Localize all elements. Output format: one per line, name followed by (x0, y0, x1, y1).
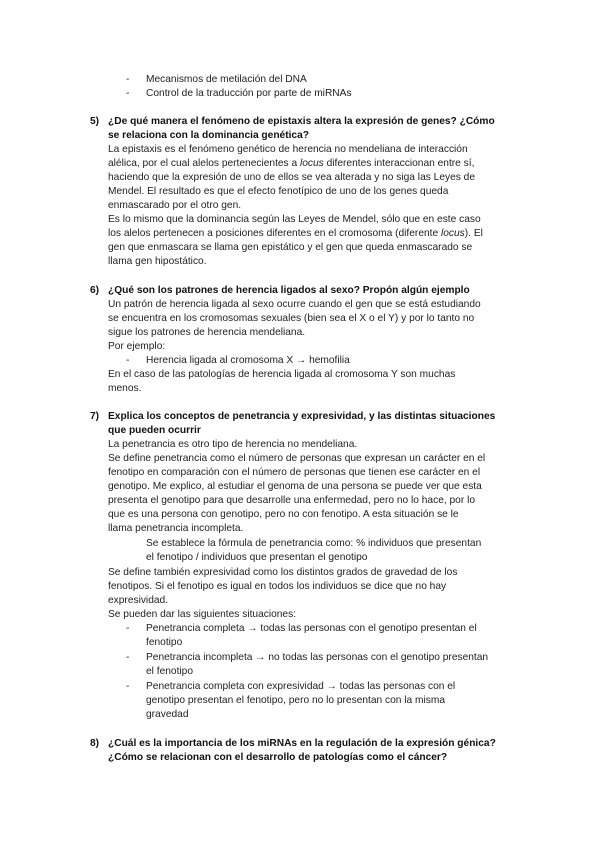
q5-p2-line4: llama gen hipostático. (108, 256, 207, 267)
q7-line4: genotipo. Me explico, al estudiar el genoma de una persona se puede ver que esta (108, 481, 482, 492)
intro-bullet-1: Mecanismos de metilación del DNA (146, 74, 307, 85)
q7-line6: que es una persona con genotipo, pero no con fenotipo. A esta situación se le (108, 509, 459, 520)
q7-bullet2-line2: el fenotipo (146, 666, 194, 677)
q5-p2-line2: los alelos pertenecen a posiciones diferentes en el cromosoma (diferente locus). El (108, 228, 483, 239)
q7-bullet1-line2: fenotipo (146, 637, 183, 648)
q7-bullet3-line3: gravedad (146, 709, 189, 720)
bullet-dash: - (126, 652, 130, 663)
q6-line4: Por ejemplo: (108, 341, 166, 352)
q6-after-line1: En el caso de las patologías de herencia ligada al cromosoma Y son muchas (108, 369, 456, 380)
bullet-dash: - (126, 355, 130, 366)
q5-p1-line2: alélica, por el cual alelos pertenecientes a locus diferentes interaccionan entre sí, (108, 158, 475, 169)
q7-line1: La penetrancia es otro tipo de herencia no mendeliana. (108, 439, 358, 450)
q7-line5: presenta el genotipo para que desarrolle una enfermedad, pero no lo hace, por lo (108, 495, 476, 506)
q6-bullet: Herencia ligada al cromosoma X → hemofilia (146, 355, 350, 366)
q8-title-line1: ¿Cuál es la importancia de los miRNAs en la regulación de la expresión génica? (108, 738, 496, 749)
bullet-dash: - (126, 74, 130, 85)
q5-p2-line3: gen que enmascara se llama gen epistático y el gen que queda enmascarado se (108, 242, 473, 253)
q6-after-line2: menos. (108, 383, 142, 394)
q7-bullet2-line1: Penetrancia incompleta → no todas las personas con el genotipo presentan (146, 652, 489, 663)
q7-line8: Se define también expresividad como los distintos grados de gravedad de los (108, 567, 458, 578)
q5-p1-line4: Mendel. El resultado es que el efecto fenotípico de uno de los genes queda (108, 186, 449, 197)
bullet-dash: - (126, 623, 130, 634)
q7-bullet1-line1: Penetrancia completa → todas las personas con el genotipo presentan el (146, 623, 477, 634)
q6-number: 6) (90, 285, 100, 296)
q5-title-line1: ¿De qué manera el fenómeno de epistaxis altera la expresión de genes? ¿Cómo (108, 116, 495, 127)
q6-line3: sigue los patrones de herencia mendeliana. (108, 327, 306, 338)
bullet-dash: - (126, 681, 130, 692)
q7-line10: expresividad. (108, 595, 169, 606)
q8-title-line2: ¿Cómo se relacionan con el desarrollo de patologías como el cáncer? (108, 752, 448, 763)
q7-line2: Se define penetrancia como el número de personas que expresan un carácter en el (108, 453, 486, 464)
q6-title: ¿Qué son los patrones de herencia ligados al sexo? Propón algún ejemplo (108, 285, 470, 296)
q6-line1: Un patrón de herencia ligada al sexo ocurre cuando el gen que se está estudiando (108, 299, 481, 310)
q7-line3: fenotipo en comparación con el número de personas que tienen ese carácter en el (108, 467, 481, 478)
bullet-dash: - (126, 88, 130, 99)
q5-p2-line1: Es lo mismo que la dominancia según las Leyes de Mendel, sólo que en este caso (108, 214, 481, 225)
q5-p1-line3: haciendo que la expresión de uno de ellos se vea alterada y no siga las Leyes de (108, 172, 476, 183)
q7-line7: llama penetrancia incompleta. (108, 523, 244, 534)
q7-formula-line1: Se establece la fórmula de penetrancia como: % individuos que presentan (146, 538, 482, 549)
q6-line2: se encuentra en los cromosomas sexuales (bien sea el X o el Y) y por lo tanto no (108, 313, 475, 324)
q7-formula-line2: el fenotipo / individuos que presentan el genotipo (146, 552, 368, 563)
q7-line9: fenotipos. Si el fenotipo es igual en todos los individuos se dice que no hay (108, 581, 447, 592)
q7-number: 7) (90, 411, 100, 422)
q7-line11: Se pueden dar las siguientes situaciones: (108, 609, 297, 620)
q5-title-line2: se relaciona con la dominancia genética? (108, 130, 309, 141)
q8-number: 8) (90, 738, 100, 749)
q7-title-line1: Explica los conceptos de penetrancia y expresividad, y las distintas situaciones (108, 411, 496, 422)
intro-bullet-2: Control de la traducción por parte de miRNAs (146, 88, 352, 99)
q7-bullet3-line2: genotipo presentan el fenotipo, pero no lo presentan con la misma (146, 695, 446, 706)
q7-bullet3-line1: Penetrancia completa con expresividad → todas las personas con el (146, 681, 456, 692)
q5-p1-line1: La epistaxis es el fenómeno genético de herencia no mendeliana de interacción (108, 144, 468, 155)
q7-title-line2: que pueden ocurrir (108, 425, 201, 436)
q5-number: 5) (90, 116, 100, 127)
q5-p1-line5: enmascarado por el otro gen. (108, 200, 242, 211)
